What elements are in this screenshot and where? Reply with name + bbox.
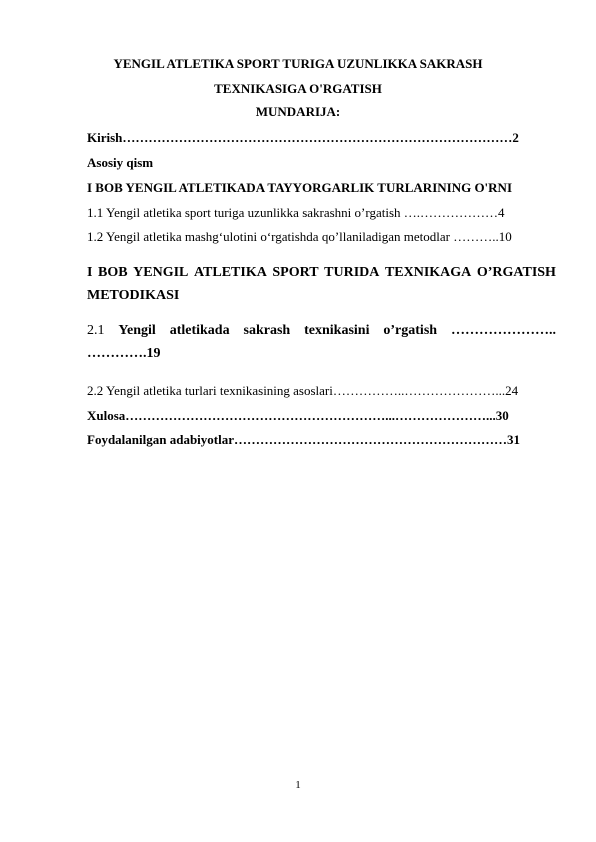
toc-entry-bob1-title: I BOB YENGIL ATLETIKADA TAYYORGARLIK TURLARINING O'RNI — [87, 180, 513, 195]
toc-2-1-word: Yengil — [118, 323, 156, 338]
toc-2-1-dots: ………………….. — [450, 323, 556, 338]
toc-entry-asosiy-qism: Asosiy qism — [87, 155, 154, 170]
document-title-line1: YENGIL ATLETIKA SPORT TURIGA UZUNLIKKA SAKRASH — [113, 56, 483, 71]
toc-bob2-word: SPORT — [272, 265, 319, 280]
toc-entry-foydalanilgan: Foydalanilgan adabiyotlar………………………………………………………31 — [87, 432, 520, 447]
toc-bob2-word: YENGIL — [133, 265, 189, 280]
toc-bob2-word: BOB — [98, 265, 128, 280]
toc-entry-2-2: 2.2 Yengil atletika turlari texnikasining asoslari……………..…………………...24 — [87, 383, 519, 398]
toc-bob2-word: O’RGATISH — [476, 265, 556, 280]
toc-entry-1-2: 1.2 Yengil atletika mashg‘ulotini o‘rgatishda qo’llaniladigan metodlar ………..10 — [87, 229, 512, 244]
toc-2-1-word: atletikada — [169, 323, 230, 338]
toc-entry-2-1-cont: ………….19 — [87, 346, 161, 361]
contents-heading: MUNDARIJA: — [255, 104, 341, 119]
toc-entry-bob2-title-cont: METODIKASI — [87, 288, 180, 303]
toc-bob2-word: I — [87, 265, 93, 280]
toc-2-1-word: texnikasini — [304, 323, 370, 338]
toc-2-1-number: 2.1 — [87, 323, 105, 338]
toc-2-1-word: sakrash — [243, 323, 291, 338]
toc-entry-kirish: Kirish………………………………………………………………………………2 — [87, 130, 519, 145]
document-title-line2: TEXNIKASIGA O'RGATISH — [214, 81, 382, 96]
toc-entry-xulosa: Xulosa……………………………………………………...…………………...30 — [87, 408, 509, 423]
toc-2-1-word: o’rgatish — [383, 323, 438, 338]
toc-entry-1-1: 1.1 Yengil atletika sport turiga uzunlikka sakrashni o’rgatish ….………………4 — [87, 205, 505, 220]
toc-bob2-word: ATLETIKA — [193, 265, 267, 280]
toc-bob2-word: TEXNIKAGA — [384, 265, 472, 280]
toc-bob2-word: TURIDA — [324, 265, 380, 280]
page-number: 1 — [295, 779, 301, 791]
toc-entry-2-1 — [87, 323, 556, 339]
toc-entry-bob2-title — [87, 265, 556, 281]
